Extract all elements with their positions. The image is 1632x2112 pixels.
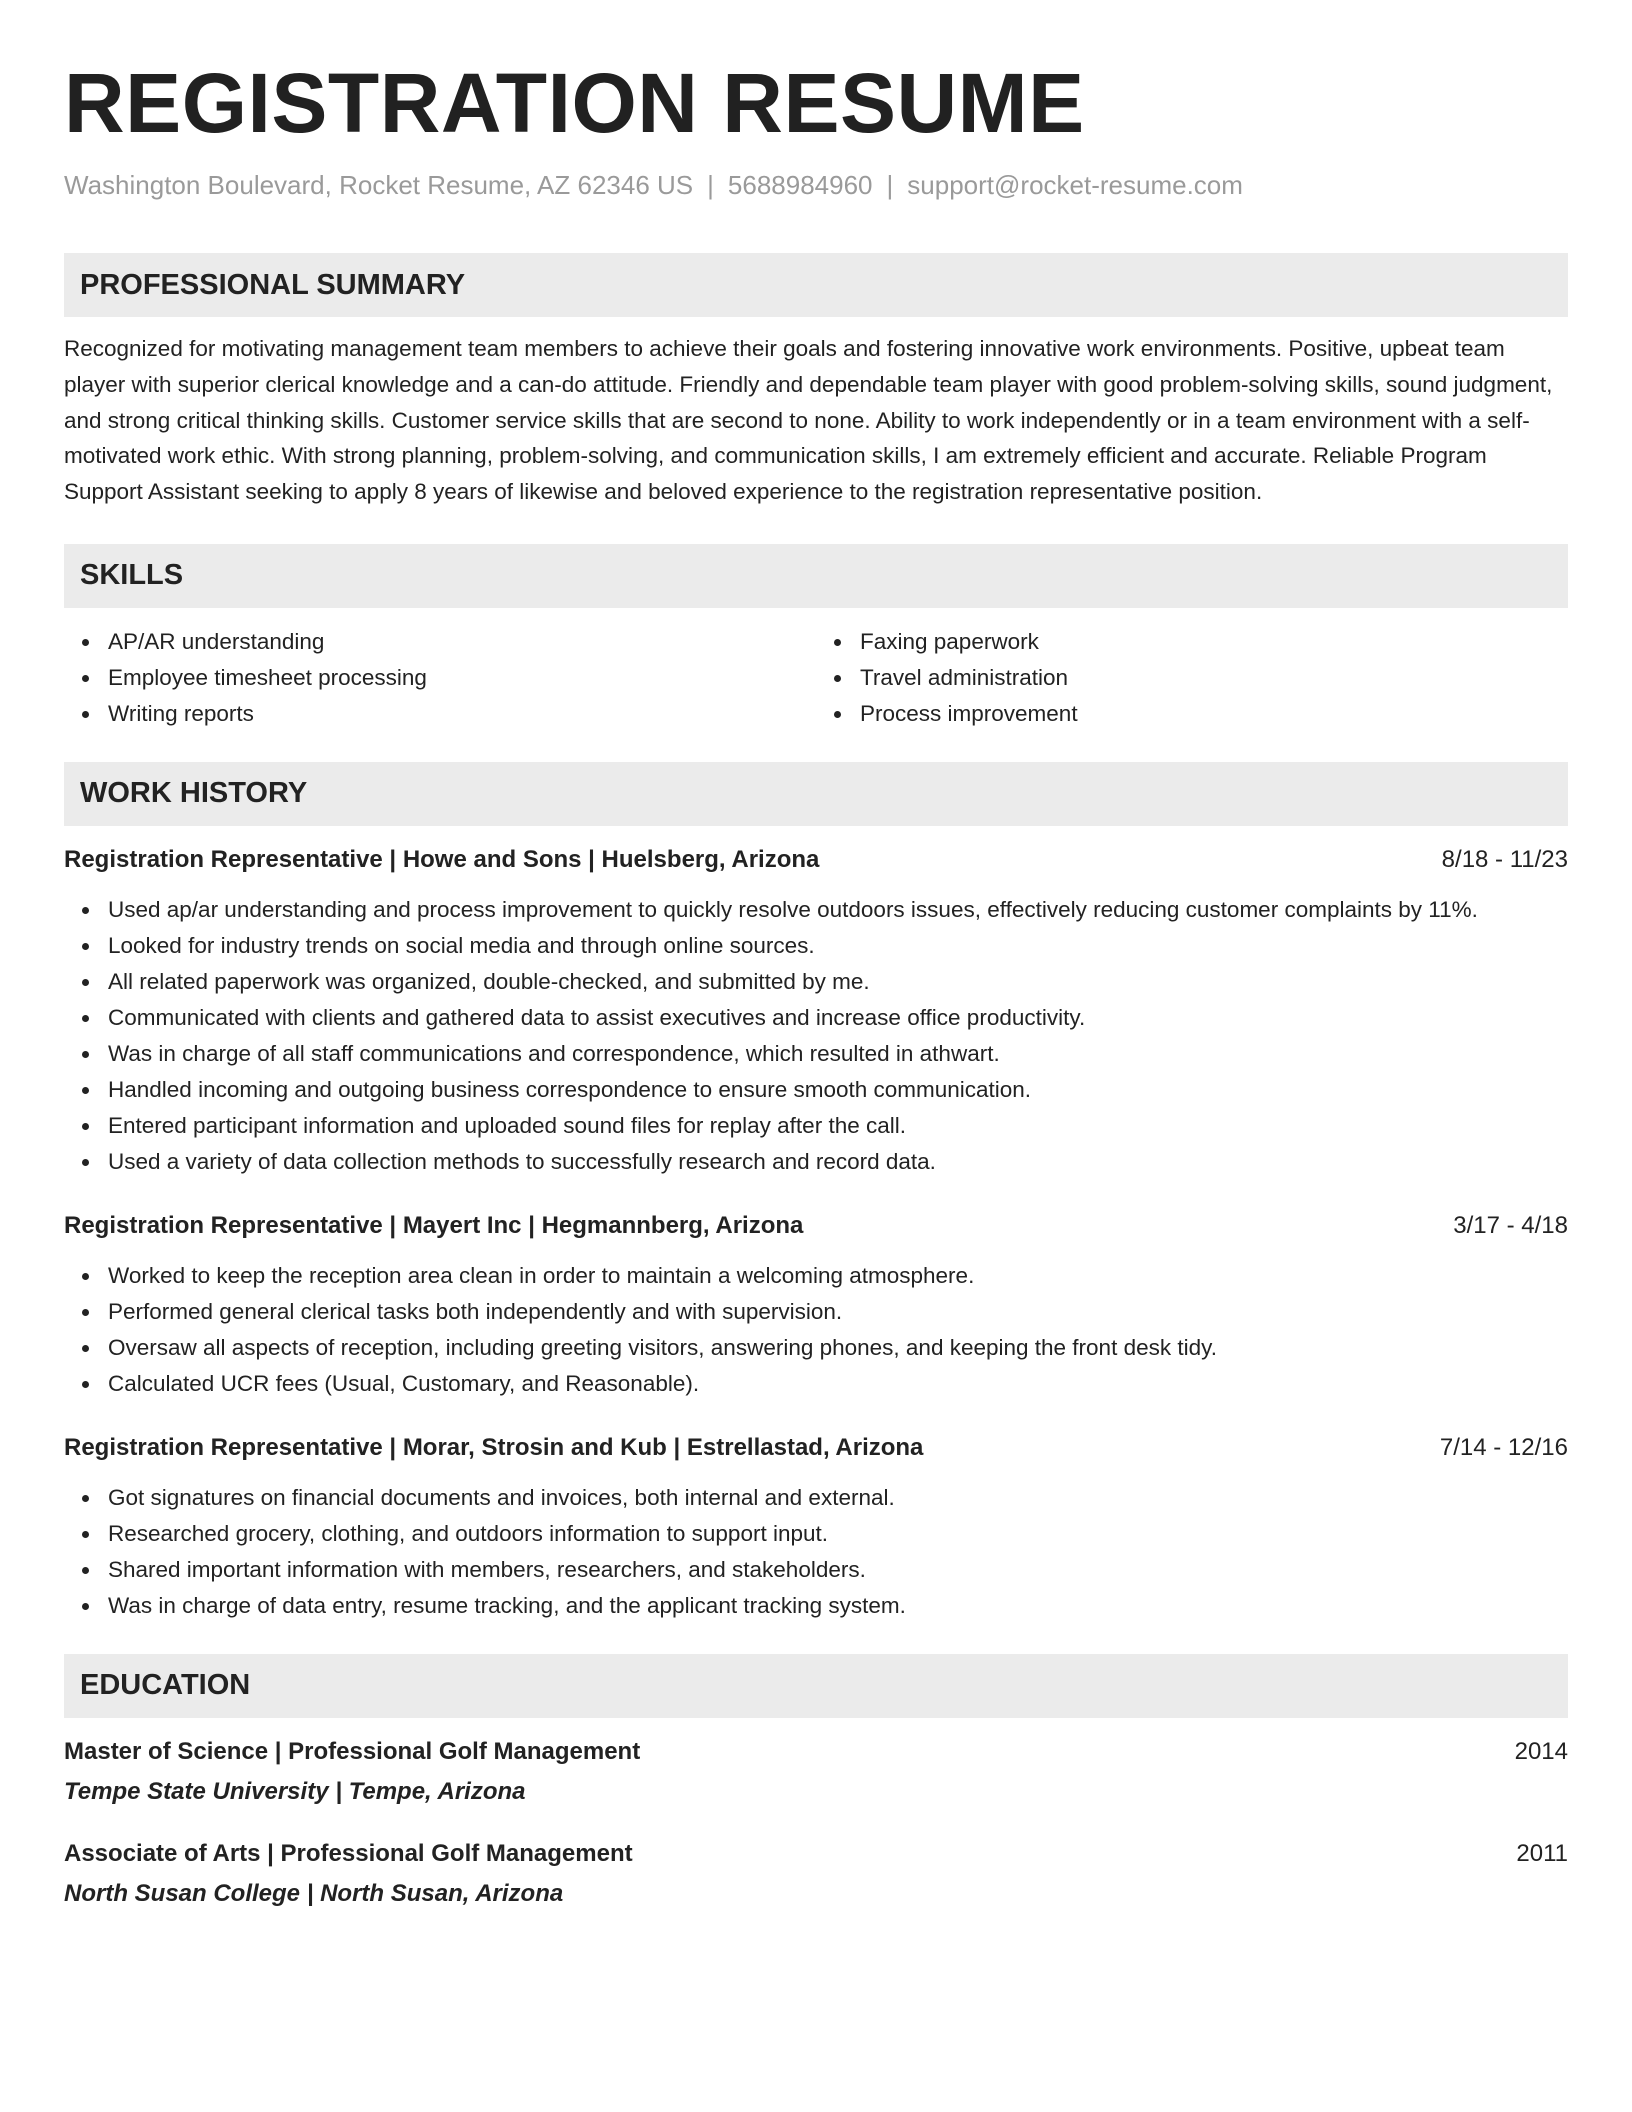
job-bullets [64, 1258, 1568, 1402]
skill-item: Writing reports [108, 696, 816, 732]
contact-separator: | [707, 170, 714, 200]
section-header-summary: PROFESSIONAL SUMMARY [64, 253, 1568, 317]
education-degree: Associate of Arts | Professional Golf Management [64, 1839, 633, 1867]
job-title: Registration Representative | Morar, Strosin and Kub | Estrellastad, Arizona [64, 1433, 924, 1461]
contact-phone: 5688984960 [727, 170, 873, 200]
education-school: North Susan College | North Susan, Arizona [64, 1879, 564, 1907]
skills-list [64, 624, 1568, 732]
job-bullet: Worked to keep the reception area clean in order to maintain a welcoming atmosphere. [108, 1258, 1568, 1294]
education-degree: Master of Science | Professional Golf Management [64, 1737, 641, 1765]
job-dates: 3/17 - 4/18 [1453, 1211, 1568, 1239]
job-bullet: Handled incoming and outgoing business correspondence to ensure smooth communication. [108, 1072, 1568, 1108]
job-bullets [64, 892, 1568, 1180]
education-entry [64, 1836, 1568, 1912]
job-title: Registration Representative | Howe and Sons | Huelsberg, Arizona [64, 845, 820, 873]
job-bullet: Was in charge of all staff communications and correspondence, which resulted in athwart. [108, 1036, 1568, 1072]
job-bullet: Used ap/ar understanding and process improvement to quickly resolve outdoors issues, effectively reducing customer complaints by 11%. [108, 892, 1568, 928]
resume-title: REGISTRATION RESUME [64, 56, 1085, 150]
contact-line [64, 167, 1568, 203]
job-bullet: Communicated with clients and gathered data to assist executives and increase office productivity. [108, 1000, 1568, 1036]
section-header-skills: SKILLS [64, 544, 1568, 608]
education-school: Tempe State University | Tempe, Arizona [64, 1777, 526, 1805]
job-bullet: Calculated UCR fees (Usual, Customary, and Reasonable). [108, 1366, 1568, 1402]
skill-item: AP/AR understanding [108, 624, 816, 660]
skills-column-right [816, 624, 1568, 732]
job-bullet: Shared important information with members, researchers, and stakeholders. [108, 1552, 1568, 1588]
job-bullet: Oversaw all aspects of reception, including greeting visitors, answering phones, and keeping the front desk tidy. [108, 1330, 1568, 1366]
job-bullet: All related paperwork was organized, double-checked, and submitted by me. [108, 964, 1568, 1000]
job-entry [64, 1208, 1568, 1402]
job-bullet: Entered participant information and uploaded sound files for replay after the call. [108, 1108, 1568, 1144]
section-header-education: EDUCATION [64, 1654, 1568, 1718]
skill-item: Faxing paperwork [860, 624, 1568, 660]
skill-item: Travel administration [860, 660, 1568, 696]
job-bullets [64, 1480, 1568, 1624]
job-bullet: Researched grocery, clothing, and outdoors information to support input. [108, 1516, 1568, 1552]
job-bullet: Used a variety of data collection methods to successfully research and record data. [108, 1144, 1568, 1180]
job-bullet: Was in charge of data entry, resume tracking, and the applicant tracking system. [108, 1588, 1568, 1624]
education-entry [64, 1734, 1568, 1810]
education-year: 2014 [1514, 1737, 1568, 1765]
job-entry [64, 842, 1568, 1180]
job-entry [64, 1430, 1568, 1624]
skill-item: Employee timesheet processing [108, 660, 816, 696]
summary-text: Recognized for motivating management team members to achieve their goals and fostering innovative work environments. Positive, upbeat team player with superior clerical knowledge and a can-do attitude. Friendly and dependable team player with good problem-solving skills, sound judgment, and strong critical thinking skills. Customer service skills that are second to none. Ability to work independently or in a team environment with a self-motivated work ethic. With strong planning, problem-solving, and communication skills, I am extremely efficient and accurate. Reliable Program Support Assistant seeking to apply 8 years of likewise and beloved experience to the registration representative position. [64, 336, 1553, 505]
job-dates: 7/14 - 12/16 [1439, 1433, 1568, 1461]
job-bullet: Got signatures on financial documents and invoices, both internal and external. [108, 1480, 1568, 1516]
contact-separator: | [886, 170, 894, 200]
job-dates: 8/18 - 11/23 [1441, 845, 1568, 873]
skill-item: Process improvement [860, 696, 1568, 732]
job-bullet: Performed general clerical tasks both independently and with supervision. [108, 1294, 1568, 1330]
contact-address: Washington Boulevard, Rocket Resume, AZ 62346 US [64, 170, 694, 200]
job-bullet: Looked for industry trends on social media and through online sources. [108, 928, 1568, 964]
job-title: Registration Representative | Mayert Inc | Hegmannberg, Arizona [64, 1211, 804, 1239]
education-year: 2011 [1516, 1839, 1568, 1867]
section-header-work-history: WORK HISTORY [64, 762, 1568, 826]
skills-column-left [64, 624, 816, 732]
contact-email: support@rocket-resume.com [907, 170, 1243, 200]
